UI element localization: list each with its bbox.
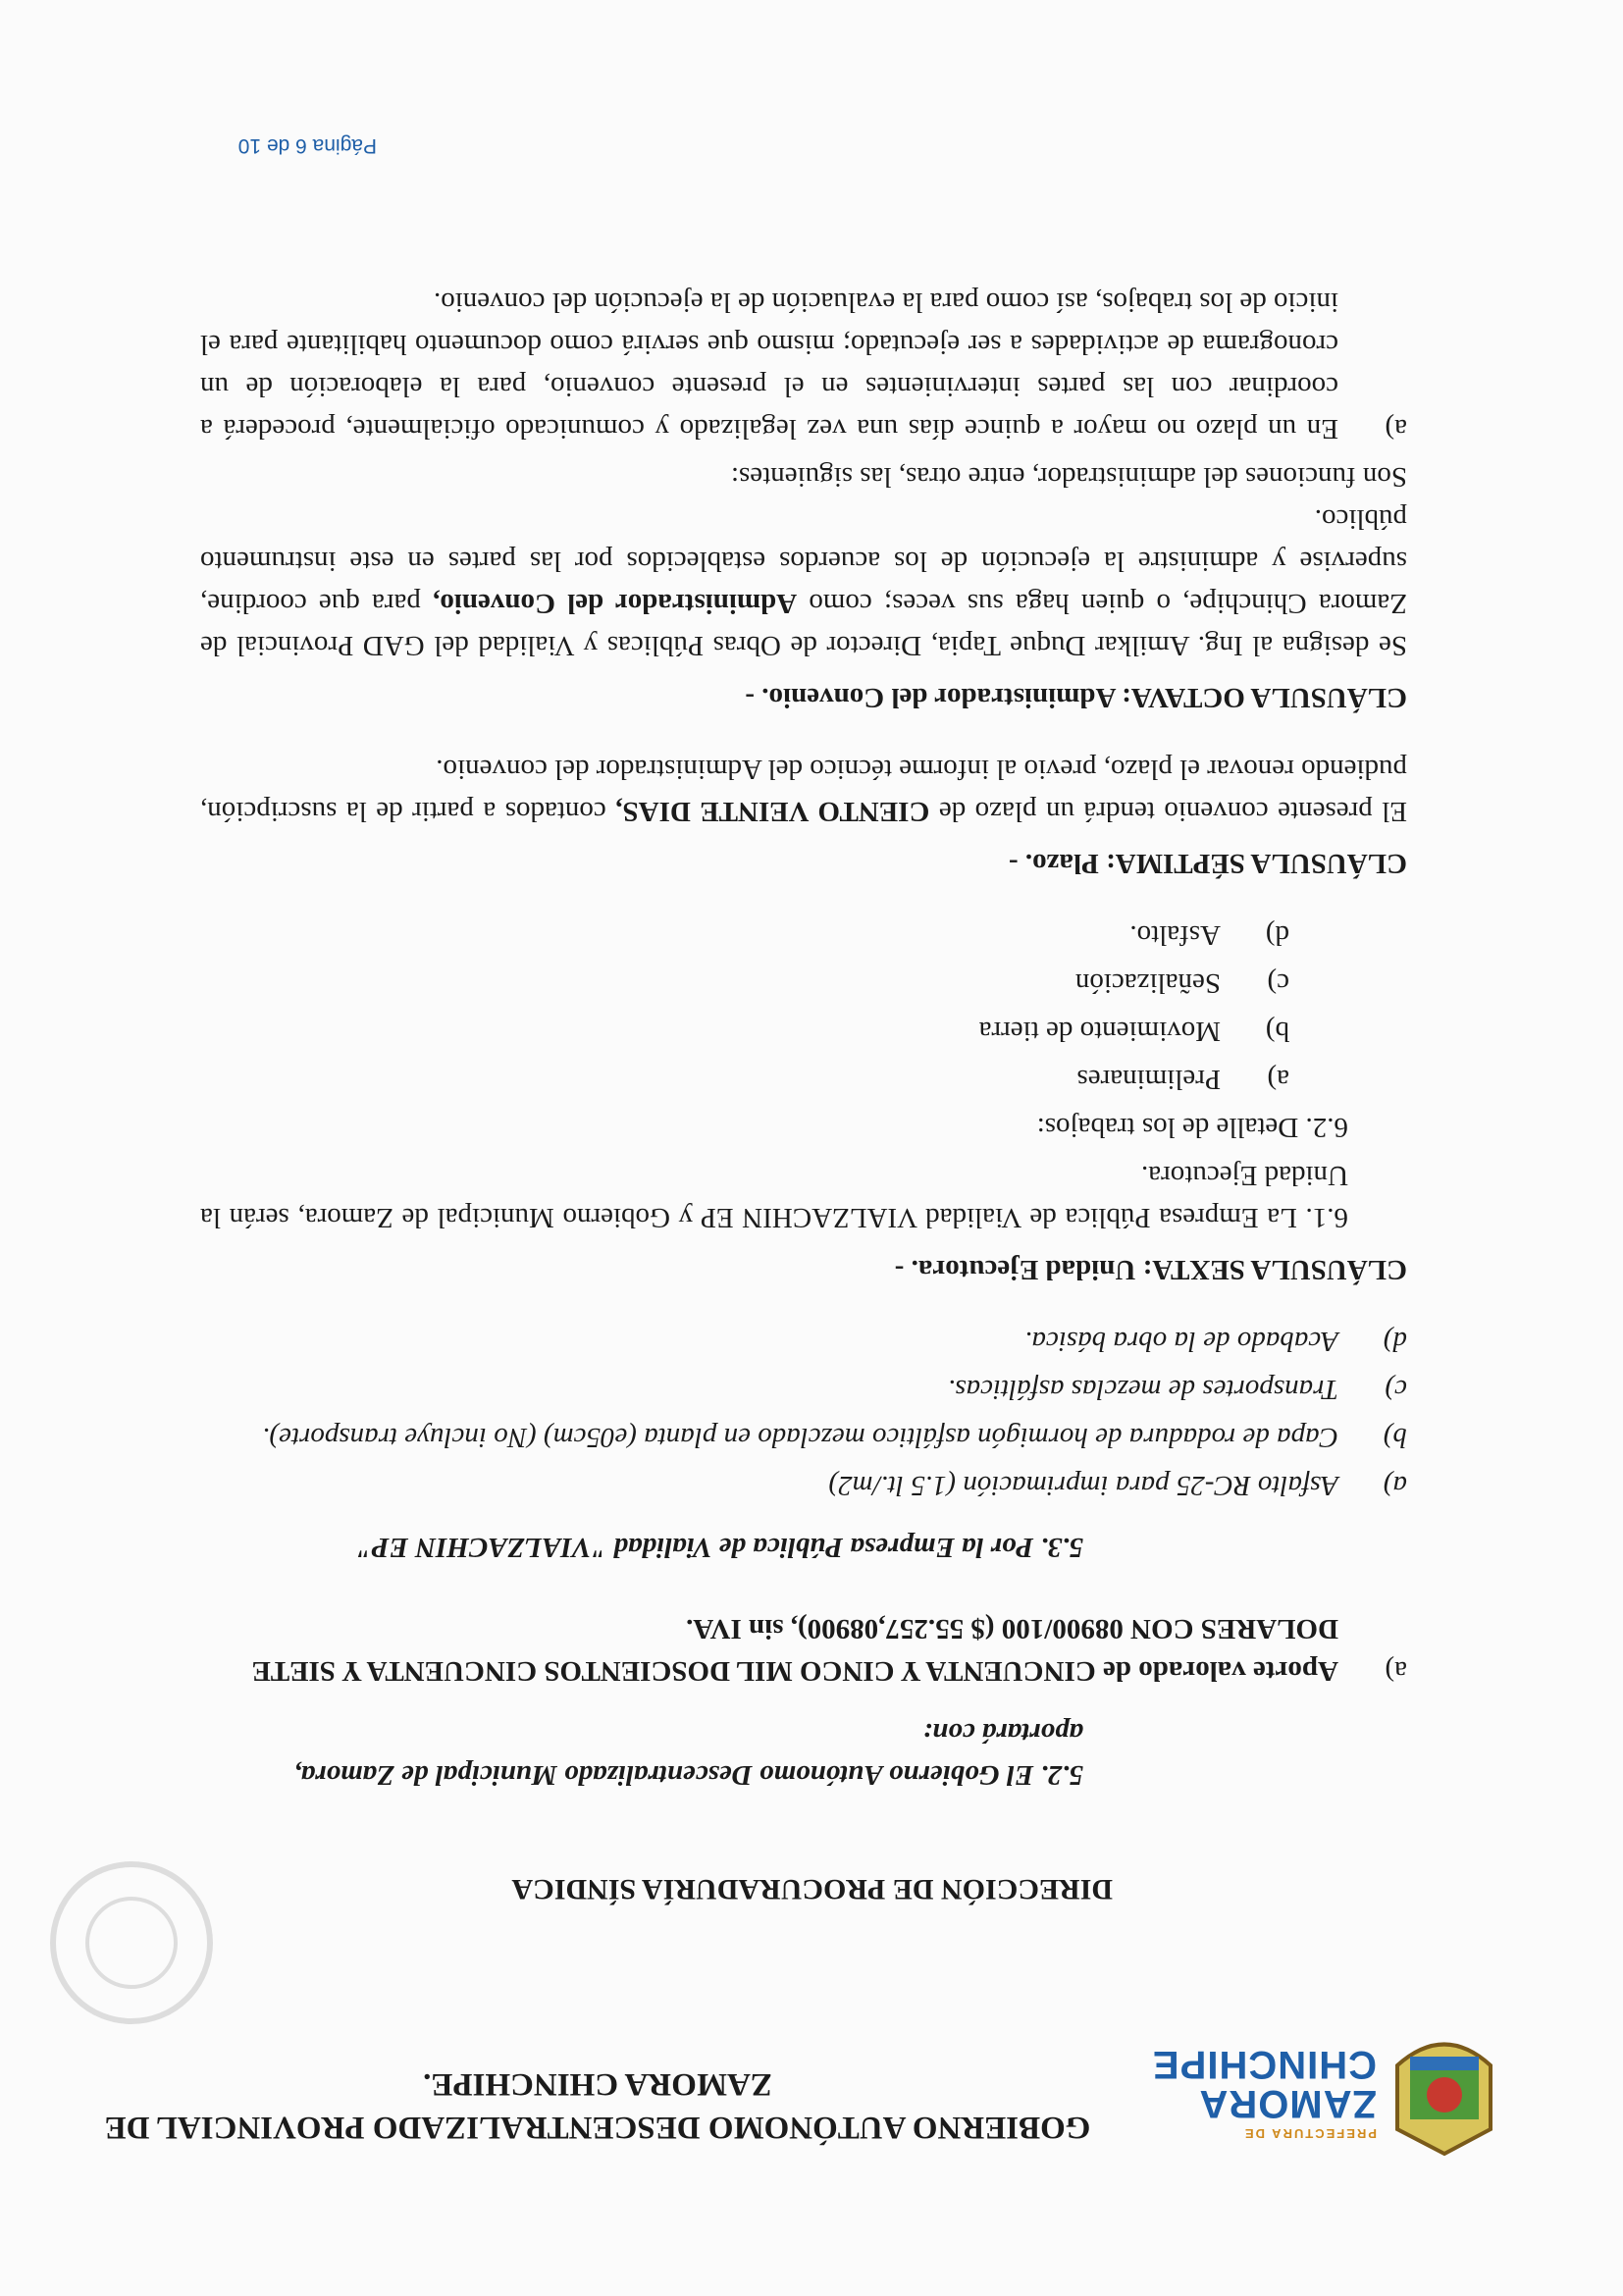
clausula-octava-paragraph [200, 497, 1407, 666]
institution-title [68, 2062, 1127, 2149]
institution-title-line2: ZAMORA CHINCHIPE. [423, 2066, 772, 2102]
list-text: Preliminares [1076, 1064, 1221, 1095]
logo-prefix: PREFECTURA DE [1242, 2126, 1377, 2141]
list-text: Transportes de mezclas asfálticas. [948, 1374, 1338, 1405]
administrador-label: Administrador del Convenio, [433, 588, 798, 619]
institution-title-line1: GOBIERNO AUTÓNOMO DESCENTRALIZADO PROVINCIAL DE [104, 2110, 1091, 2145]
trabajos-list [200, 913, 1289, 1100]
list-marker: b) [1383, 1422, 1407, 1453]
text-run: El presente convenio tendrá un plazo de [929, 796, 1407, 827]
crest-icon [1387, 2021, 1500, 2159]
text-run: contados a partir de la suscripción, pudiendo renovar el plazo, previo al informe técnico del Administrador del convenio. [200, 754, 1407, 827]
list-item [200, 1058, 1289, 1100]
funciones-intro: Son funciones del administrador, entre otras, las siguientes: [730, 461, 1407, 493]
page-number: Página 6 de 10 [237, 134, 377, 157]
prefectura-logo [1151, 2031, 1500, 2159]
list-text: Asfalto. [1129, 919, 1221, 951]
list-text: Acabado de la obra básica. [1024, 1326, 1338, 1357]
list-item [200, 1416, 1407, 1458]
list-marker: d) [1383, 1326, 1407, 1357]
list-item [200, 1010, 1289, 1052]
clausula-septima-title: CLÁUSULA SÉPTIMA: Plazo. - [1008, 848, 1407, 879]
list-item [200, 913, 1289, 956]
list-item [200, 1464, 1407, 1506]
list-item [200, 1607, 1407, 1692]
text-run: para que coordine, supervise y administre la ejecución de los acuerdos establecidos por las partes en este instrumento público. [200, 503, 1407, 619]
list-marker: c) [1267, 967, 1289, 999]
list-text: Asfalto RC-25 para imprimación (1.5 lt./m2) [828, 1470, 1338, 1501]
list-text: En un plazo no mayor a quince días una vez legalizado y comunicado oficialmente, procederá a coordinar con las partes intervinientes en el presente convenio, para la elaboración de un cronograma de actividades a ser ejecutado; mismo que servirá como documento habilitante para el inicio de los trabajos, así como para la evaluación de la ejecución del convenio. [200, 287, 1338, 444]
paragraph-6-1: 6.1. La Empresa Pública de Vialidad VIALZACHIN EP y Gobierno Municipal de Zamora, serán la Unidad Ejecutora. [200, 1160, 1348, 1233]
list-text: Capa de rodadura de hormigón asfáltico mezclado en planta (e05cm) (No incluye transporte). [262, 1422, 1338, 1453]
list-text: Señalización [1074, 967, 1221, 999]
list-marker: a) [1385, 1655, 1407, 1687]
list-item [200, 1368, 1407, 1410]
list-marker: a) [1267, 1064, 1289, 1095]
section-5-3-heading: 5.3. Por la Empresa Pública de Vialidad "VIALZACHIN EP" [355, 1532, 1083, 1563]
clausula-octava-title: CLÁUSULA OCTAVA: Administrador del Convenio. - [745, 682, 1407, 713]
list-item [200, 962, 1289, 1004]
department-title: DIRECCIÓN DE PROCURADURÍA SÍNDICA [511, 1873, 1113, 1905]
clausula-sexta-title: CLÁUSULA SEXTA: Unidad Ejecutora. - [894, 1254, 1407, 1285]
section-5-2-heading: 5.2. El Gobierno Autónomo Descentralizado Municipal de Zamora, aportará con: [293, 1717, 1083, 1791]
list-text: Aporte valorado de CINCUENTA Y CINCO MIL DOSCIENTOS CINCUENTA Y SIETE DOLARES CON 08900/100 ($ 55.257,08900), sin IVA. [251, 1613, 1338, 1687]
list-marker: c) [1385, 1374, 1407, 1405]
list-item [200, 1320, 1407, 1362]
logo-chinchipe: CHINCHIPE [1151, 2043, 1377, 2086]
plazo-duration: CIENTO VEINTE DIAS, [615, 796, 930, 827]
logo-zamora: ZAMORA [1198, 2082, 1377, 2125]
document-body [200, 275, 1407, 1835]
text-run: Se designa al Ing. Amilkar Duque Tapia, Director de Obras Públicas y Vialidad del GAD Provincial de Zamora Chinchipe, o quien haga sus veces; como [200, 588, 1407, 661]
list-item [200, 281, 1407, 449]
list-marker: a) [1383, 1470, 1407, 1501]
clausula-septima-text [200, 748, 1407, 832]
paragraph-6-2: 6.2. Detalle de los trabajos: [1036, 1112, 1348, 1143]
letterhead [97, 1972, 1500, 2159]
list-marker: d) [1265, 919, 1289, 951]
list-marker: a) [1385, 413, 1407, 444]
list-marker: b) [1265, 1016, 1289, 1047]
list-text: Movimiento de tierra [978, 1016, 1221, 1047]
